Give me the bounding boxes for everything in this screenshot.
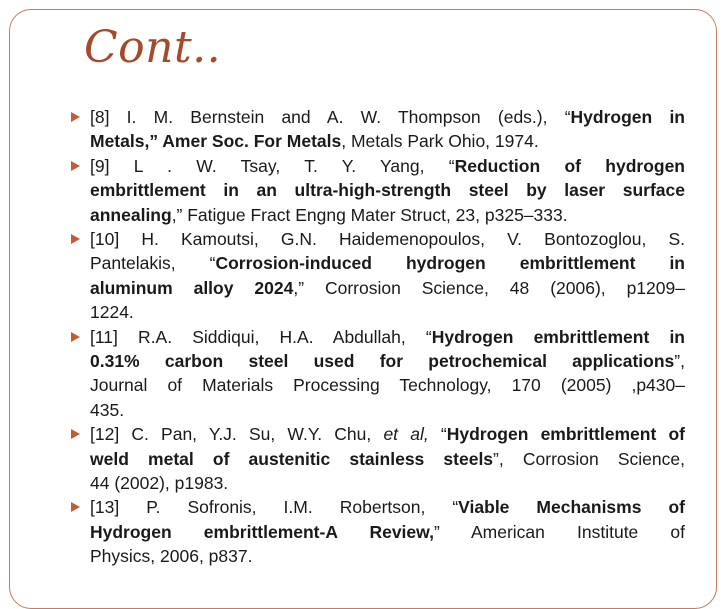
reference-line xyxy=(90,276,685,300)
reference-text: Metals,” Amer Soc. For Metals xyxy=(90,131,342,152)
reference-text: Hydrogen in xyxy=(570,107,685,127)
reference-line xyxy=(90,471,685,495)
reference-line xyxy=(90,422,685,446)
reference-line xyxy=(90,373,685,397)
reference-line xyxy=(90,520,685,544)
reference-line xyxy=(90,544,685,568)
reference-text: annealing xyxy=(90,204,172,225)
reference-text: et al, xyxy=(383,424,429,445)
reference-text: 435. xyxy=(90,399,125,420)
bullet-icon xyxy=(71,112,80,122)
reference-text: Reduction of hydrogen xyxy=(454,155,685,176)
reference-text: [9] L . W. Tsay, T. Y. Yang, “ xyxy=(90,155,455,176)
reference-text: embrittlement in an ultra-high-strength steel by laser surface xyxy=(90,180,685,201)
reference-text: ,” Corrosion Science, 48 (2006), p1209– xyxy=(293,277,685,298)
reference-text: Hydrogen embrittlement in xyxy=(431,326,685,347)
reference-line xyxy=(90,154,685,178)
reference-line xyxy=(90,203,685,227)
reference-text: ,” Fatigue Fract Engng Mater Struct, 23, p325–333. xyxy=(171,204,568,225)
reference-text: Corrosion-induced hydrogen embrittlement in xyxy=(215,253,686,274)
reference-text: Viable Mechanisms of xyxy=(458,497,685,518)
reference-text: Hydrogen embrittlement-A Review, xyxy=(90,521,434,542)
reference-text: [13] P. Sofronis, I.M. Robertson, “ xyxy=(90,497,459,518)
reference-text: Journal of Materials Processing Technology, 170 (2005) ,p430– xyxy=(90,375,685,396)
reference-text: “ xyxy=(428,424,447,445)
reference-line xyxy=(90,325,685,349)
reference-line xyxy=(90,495,685,519)
reference-text: aluminum alloy 2024 xyxy=(90,277,294,298)
bullet-icon xyxy=(71,502,80,512)
reference-line xyxy=(90,300,685,324)
reference-text: Physics, 2006, p837. xyxy=(90,546,253,567)
reference-line xyxy=(90,251,685,275)
reference-text: [11] R.A. Siddiqui, H.A. Abdullah, “ xyxy=(90,326,432,347)
reference-line xyxy=(90,349,685,373)
reference-text: [8] I. M. Bernstein and A. W. Thompson (eds.), “ xyxy=(90,107,571,127)
reference-line xyxy=(90,447,685,471)
reference-text: [12] C. Pan, Y.J. Su, W.Y. Chu, xyxy=(90,424,384,445)
slide-title: Cont.. xyxy=(84,22,222,73)
reference-text: ”, Corrosion Science, xyxy=(493,448,685,469)
reference-text: [10] H. Kamoutsi, G.N. Haidemenopoulos, V. Bontozoglou, S. xyxy=(90,229,685,249)
reference-text: 44 (2002), p1983. xyxy=(90,472,229,493)
reference-text: Pantelakis, “ xyxy=(90,253,216,274)
reference-text: 1224. xyxy=(90,302,134,323)
reference-text: ”, xyxy=(674,350,685,371)
reference-line xyxy=(90,227,685,251)
reference-text: weld metal of austenitic stainless steels xyxy=(90,448,494,469)
reference-text: 0.31% carbon steel used for petrochemical applications xyxy=(90,350,675,371)
reference-text: ” American Institute of xyxy=(433,521,686,542)
bullet-icon xyxy=(71,161,80,171)
bullet-icon xyxy=(71,429,80,439)
reference-text: Hydrogen embrittlement of xyxy=(446,424,685,445)
reference-line xyxy=(90,178,685,202)
reference-line xyxy=(90,129,685,153)
bullet-icon xyxy=(71,332,80,342)
bullet-icon xyxy=(71,234,80,244)
reference-line xyxy=(90,105,685,129)
reference-text: , Metals Park Ohio, 1974. xyxy=(341,131,539,152)
reference-line xyxy=(90,398,685,422)
